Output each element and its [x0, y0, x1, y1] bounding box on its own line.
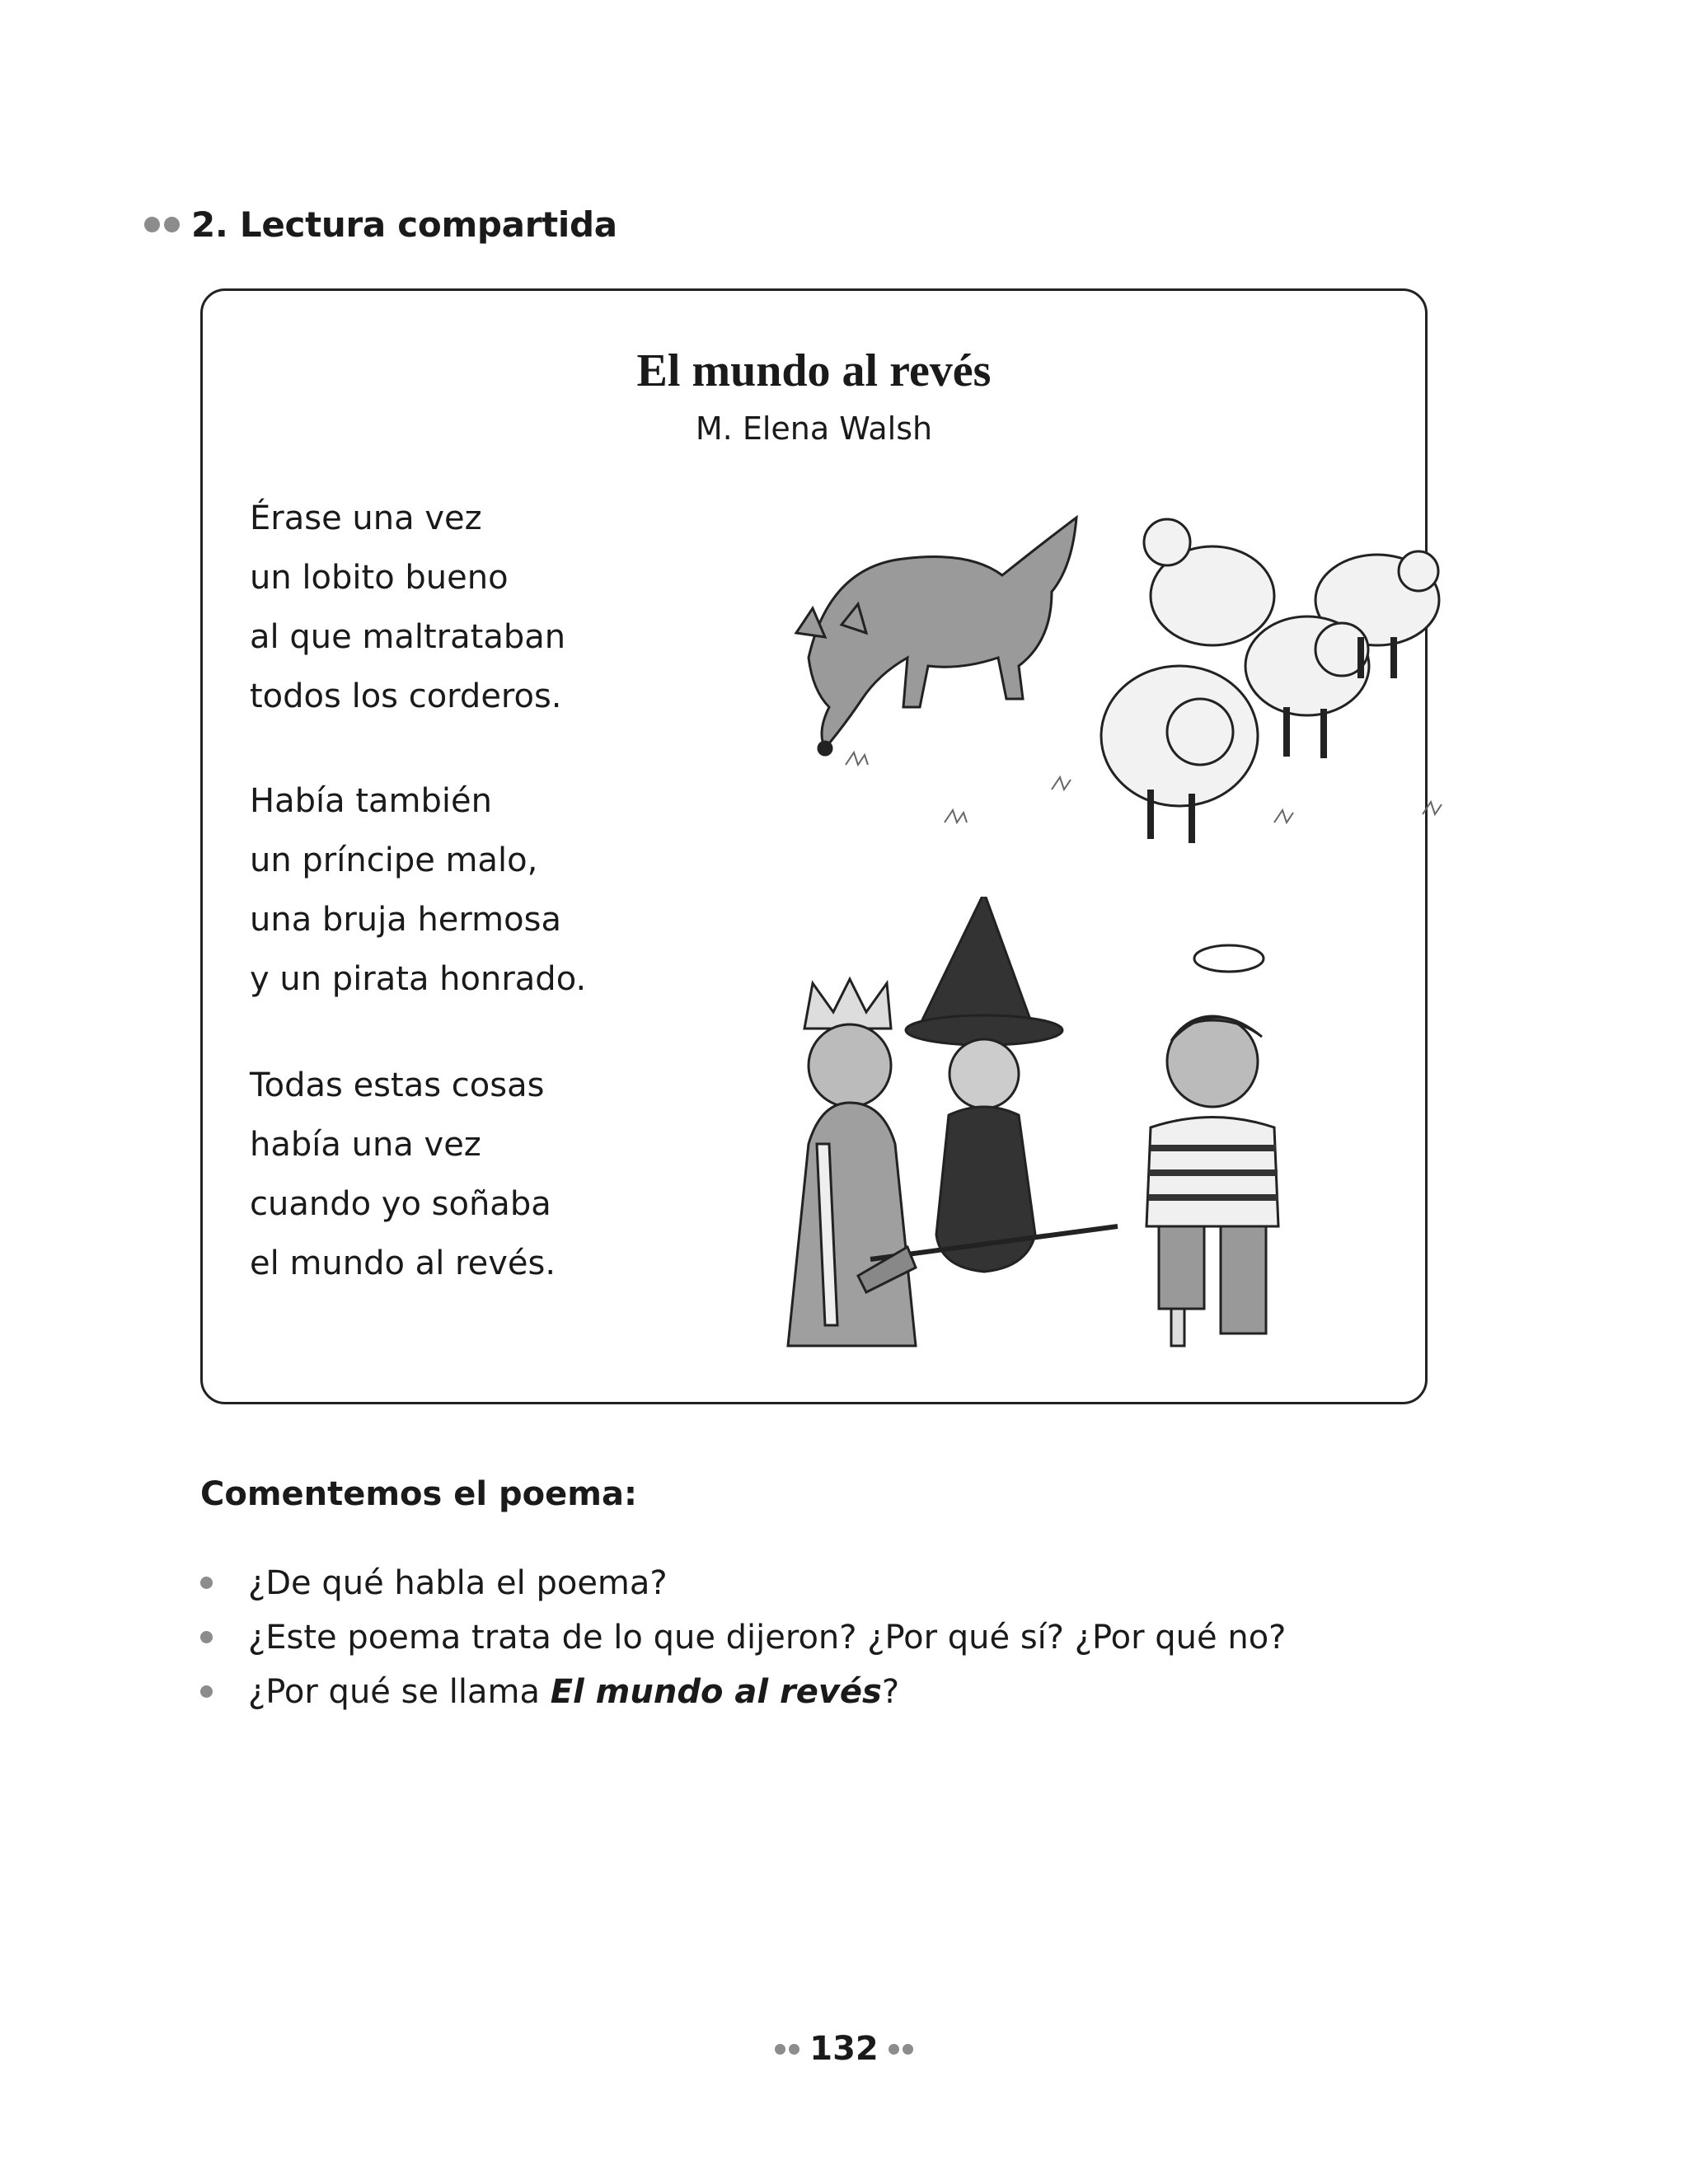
bullet-icon	[200, 1577, 213, 1589]
question-emphasis: El mundo al revés	[550, 1673, 882, 1711]
dot-icon	[144, 217, 160, 232]
dot-icon	[164, 217, 180, 232]
poem-line: y un pirata honrado.	[250, 960, 587, 998]
poem-line: Érase una vez	[250, 499, 482, 537]
poem-box	[200, 288, 1428, 1404]
wolf-and-sheep-illustration	[780, 493, 1489, 847]
poem-title: El mundo al revés	[636, 345, 992, 396]
stanza-1	[250, 489, 565, 726]
question-item	[200, 1665, 1286, 1719]
page-footer	[0, 2030, 1688, 2068]
question-text: ¿Este poema trata de lo que dijeron? ¿Por qué sí? ¿Por qué no?	[248, 1619, 1287, 1657]
question-text-before: ¿Por qué se llama	[248, 1673, 551, 1711]
decorative-dots	[889, 2044, 913, 2055]
bullet-icon	[200, 1631, 213, 1643]
poem-line: Todas estas cosas	[250, 1066, 545, 1104]
poem-line: el mundo al revés.	[250, 1244, 556, 1282]
poem-line: todos los corderos.	[250, 677, 562, 715]
discussion-title: Comentemos el poema:	[200, 1475, 637, 1513]
poem-line: un príncipe malo,	[250, 841, 538, 879]
poem-line: al que maltrataban	[250, 618, 566, 656]
section-header	[144, 204, 617, 245]
question-text: ¿De qué habla el poema?	[248, 1564, 668, 1602]
decorative-dots	[775, 2044, 799, 2055]
section-title: 2. Lectura compartida	[191, 204, 617, 245]
prince-witch-pirate-illustration	[771, 897, 1299, 1358]
dot-icon	[889, 2044, 899, 2055]
poem-line: cuando yo soñaba	[250, 1185, 551, 1223]
question-item	[200, 1556, 1286, 1610]
stanza-3	[250, 1056, 556, 1293]
question-text-after: ?	[881, 1673, 900, 1711]
question-list	[200, 1556, 1286, 1719]
dot-icon	[789, 2044, 799, 2055]
poem-line: una bruja hermosa	[250, 901, 561, 939]
page-number: 132	[809, 2030, 879, 2068]
poem-line: había una vez	[250, 1126, 481, 1164]
bullet-icon	[200, 1685, 213, 1698]
poem-author: M. Elena Walsh	[695, 410, 933, 447]
poem-line: un lobito bueno	[250, 559, 509, 597]
stanza-2	[250, 771, 586, 1009]
dot-icon	[903, 2044, 913, 2055]
dot-icon	[775, 2044, 785, 2055]
poem-line: Había también	[250, 782, 492, 820]
question-item	[200, 1610, 1286, 1665]
decorative-dots	[144, 217, 180, 232]
